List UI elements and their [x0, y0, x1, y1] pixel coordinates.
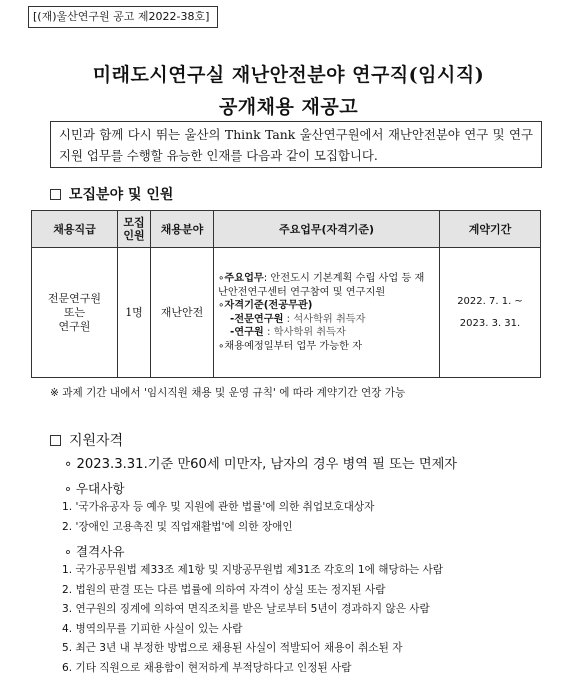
cell-field: 재난안전: [151, 248, 214, 378]
cell-count: 1명: [118, 248, 151, 378]
position-line: 연구원: [58, 319, 91, 333]
position-line: 또는: [63, 305, 86, 319]
cell-position: [32, 248, 118, 378]
table-header-row: [32, 211, 541, 248]
contract-footnote: ※ 과제 기간 내에서 '임시직원 채용 및 운영 규칙' 에 따라 계약기간 연장 가능: [50, 387, 406, 399]
table-row: [32, 248, 541, 378]
square-bullet-icon: [50, 435, 61, 446]
notice-number: [(재)울산연구원 공고 제2022-38호]: [28, 6, 218, 28]
list-item: 3. 연구원의 징계에 의하여 면직조치를 받은 날로부터 5년이 경과하지 않은 사람: [62, 603, 430, 615]
header-period: 계약기간: [440, 211, 541, 248]
list-item: 4. 병역의무를 기피한 사실이 있는 사람: [62, 622, 243, 635]
cell-period: [440, 248, 541, 378]
duties-item: ∘주요업무: 안전도시 기본계획 수립 사업 등 재난안전연구센터 연구참여 및 연구지원: [218, 273, 425, 298]
header-position: 채용직급: [32, 211, 118, 248]
section-heading-eligibility: [50, 430, 123, 450]
start-availability-item: ∘채용예정일부터 업무 가능한 자: [218, 340, 363, 352]
qualification-senior: -전문연구원 : 석사학위 취득자: [230, 313, 366, 325]
disqualification-list: [62, 561, 443, 678]
preference-heading: ∘ 우대사항: [64, 481, 125, 496]
list-item: 5. 최근 3년 내 부정한 방법으로 채용된 사실이 적발되어 채용이 취소된 자: [62, 642, 403, 654]
list-item: 2. '장애인 고용촉진 및 직업재활법'에 의한 장애인: [62, 520, 293, 533]
section-heading-recruitment: [50, 184, 173, 204]
cell-duties: [214, 248, 440, 378]
age-requirement: ∘ 2023.3.31.기준 만60세 미만자, 남자의 경우 병역 필 또는 면제자: [64, 457, 458, 472]
list-item: 2. 법원의 판결 또는 다른 법률에 의하여 자격이 상실 또는 정지된 사람: [62, 583, 386, 596]
period-start: 2022. 7. 1. ~: [457, 295, 523, 307]
square-bullet-icon: [50, 189, 61, 200]
header-count: 모집 인원: [118, 211, 151, 248]
list-item: 1. 국가공무원법 제33조 제1항 및 지방공무원법 제31조 각호의 1에 해당하는 사람: [62, 564, 443, 576]
section-heading-text: 지원자격: [69, 433, 124, 449]
document-title-line1: 미래도시연구실 재난안전분야 연구직(임시직): [92, 64, 485, 86]
position-line: 전문연구원: [47, 291, 102, 305]
qualification-item: ∘자격기준(전공무관): [218, 300, 313, 311]
list-item: 6. 기타 직원으로 채용함이 현저하게 부적당하다고 인정된 사람: [62, 661, 352, 674]
qualification-junior: -연구원 : 학사학위 취득자: [230, 327, 346, 338]
intro-box: 시민과 함께 다시 뛰는 울산의 Think Tank 울산연구원에서 재난안전분야 연구 및 연구지원 업무를 수행할 유능한 인재를 다음과 같이 모집합니다.: [50, 121, 542, 168]
section-heading-text: 모집분야 및 인원: [69, 187, 174, 203]
header-duties: 주요업무(자격기준): [214, 211, 440, 248]
preference-list: [62, 498, 374, 537]
recruitment-table: [31, 210, 541, 378]
document-title-line2: 공개채용 재공고: [218, 96, 359, 118]
period-end: 2023. 3. 31.: [459, 317, 521, 329]
header-field: 채용분야: [151, 211, 214, 248]
disqualification-heading: ∘ 결격사유: [64, 544, 125, 559]
list-item: 1. '국가유공자 등 예우 및 지원에 관한 법률'에 의한 취업보호대상자: [62, 501, 375, 513]
